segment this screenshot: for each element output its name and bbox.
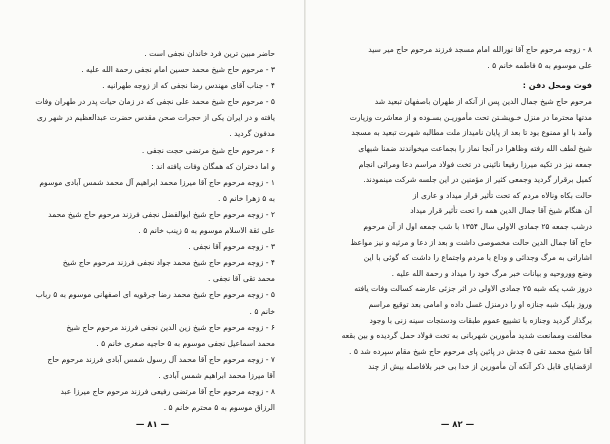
text-line: ۴ - جناب آقای مهندس رضا نجفی که از زوجه طهرانیه .: [102, 81, 275, 91]
section-heading: فوت ومحل دفن :: [522, 81, 592, 91]
text-line: مخالفت وممانعت شدید مأمورین شهربانی به تخت فولاد حمل گردیده و بین بقعه: [341, 331, 592, 341]
text-line: علی موسوم به ۵ فاطمه خانم ۵ .: [487, 61, 592, 71]
text-line: مدتها محترما در منزل خـویشـتن تحت مأموریـن بسـوده و از معاشرت وزیارت: [349, 112, 592, 122]
text-line: ۶ - مرحوم حاج شیخ مرتضی حجت نجفی .: [141, 145, 275, 155]
text-line: ۳ - زوجه مرحوم آقا نجفی .: [188, 242, 275, 252]
text-line: ۵ - زوجه مرحوم حاج شیخ محمد رضا جرقویه ای اصفهانی موسوم به ۵ رباب: [35, 290, 275, 300]
text-line: وروز بلیک شبه جنازه او را درمنزل غسل داده و امامی بعد توقیع مراسم: [368, 300, 592, 309]
text-line: علی ثقة الاسلام موسوم به ۵ زینب خانم ۵ .: [138, 226, 275, 236]
right-page: [305, 0, 610, 444]
text-line: جمعه نیز در تکیه میرزا رفیعا نائینی در تخت فولاد مراسم دعا ومراثی انجام: [358, 159, 592, 169]
text-line: آن هنگام شیخ آقا جمال الدین همه را تحت تأثیر قرار میداد: [410, 206, 592, 216]
text-line: آقا شیخ محمد تقی ۵ جدش در پائین پای مرحوم حاج شیخ مقام سپرده شد ۵ .: [349, 346, 592, 356]
text-line: ۸ - زوجه مرحوم حاج آقا مرتضی رفیعی فرزند مرحوم حاج میرزا عبد: [60, 386, 275, 396]
text-line: ۶ - زوجه مرحوم حاج شیخ زین الدین نجفی فرزند مرحوم حاج شیخ: [66, 322, 275, 332]
text-line: خانم ۵ .: [249, 306, 275, 316]
text-line: شیخ لطف الله رفته وظاهرا در آنجا نماز را بجماعت میخواندند ضمنا شبهای: [358, 144, 592, 154]
text-line: محمد تقی آقا نجفی .: [208, 274, 275, 284]
right-page-body: [331, 94, 592, 375]
text-line: برگذار گردید وجنازه با تشییع عموم طبقات ودستجات سینه زنی با وجود: [369, 315, 592, 325]
text-line: دروز شب یکه شبه ۲۵ جمادی الاولی در اثر جزئی عارضه کسالت وفات یافته: [354, 284, 592, 294]
text-line: حالت بکاه ونالاه مردم که تحت تأثیر قرار میداد و عاری از: [412, 190, 592, 200]
text-line: وضع ووروحیه و بیانات خبر مرگ خود را میداد و رحمة الله علیه .: [391, 268, 592, 278]
text-line: الرزاق موسوم به ۵ محترم خانم ۵ .: [163, 403, 275, 413]
page-number: — ۸۱ —: [135, 420, 170, 430]
text-line: وآمد با او ممنوع بود تا بعد از پایان نامیداز ملت مطالبه شهرت تبعید به مسجد: [351, 128, 592, 138]
text-line: یافته و در ایران یکی از حجرات صحن مقدس حضرت عبدالعظیم در شهر ری: [36, 113, 275, 123]
text-line: ۳ - مرحوم حاج شیخ محمد حسین امام نجفی رحمة الله علیه .: [81, 65, 275, 75]
text-line: آقا میرزا محمد ابراهیم شمس آبادی .: [158, 370, 275, 380]
text-line: به ۵ زهرا خانم ۵ .: [217, 193, 275, 203]
text-line: محمد اسماعیل نجفی موسوم به ۵ حاجیه صغری خانم ۵ .: [96, 338, 275, 348]
text-line: حاضر مبین ترین فرد خاندان نجفی است .: [144, 49, 275, 58]
text-line: و اما دختران که همگان وفات یافته اند :: [151, 161, 275, 171]
text-line: درشب جمعه ۲۵ جمادی الاولی سال ۱۳۵۴ با شب جمعه اول از آن مرحوم: [363, 222, 592, 232]
text-line: اشاراتی به مرگ وجدائی و وداع با مردم واجتماع را داشت که گوئی با این: [363, 253, 592, 263]
text-line: ۸ - زوجه مرحوم حاج آقا نورالله امام مسجد فرزند مرحوم حاج میر سید: [368, 45, 592, 54]
text-line: مدفون گردید .: [229, 129, 275, 139]
text-line: ۴ - زوجه مرحوم حاج شیخ محمد جواد نجفی فرزند مرحوم حاج شیخ: [62, 258, 275, 268]
text-line: ازقضایای قابل ذکر آنکه آن مأمورین از خدا بی خبر بلافاصله بیش از چند: [368, 362, 592, 372]
text-line: مرحوم حاج شیخ جمال الدین پس از آنکه از طهران باصفهان تبعید شد: [374, 97, 592, 107]
left-page-body: [18, 46, 275, 416]
text-line: کمیل برقرار گردید وجمعی کثیر از مؤمنین در این جلسه شرکت مینمودند.: [363, 175, 592, 185]
text-line: ۱ - زوجه مرحوم حاج آقا میرزا محمد ابراهیم آل محمد شمس آبادی موسوم: [39, 177, 275, 187]
text-line: ۵ - مرحوم حاج شیخ محمد علی نجفی که در زمان حیات پدر در طهران وفات: [35, 97, 275, 107]
text-line: حاج آقا جمال الدین حالت مخصوصی داشت و بعد از دعا و مرثیه و نیز مواعظ: [350, 237, 592, 247]
text-line: ۷ - زوجه مرحوم حاج آقا محمد آل رسول شمس آبادی فرزند مرحوم حاج: [47, 354, 275, 364]
text-line: ۲ - زوجه مرحوم حاج شیخ ابوالفضل نجفی فرزند مرحوم حاج شیخ محمد: [48, 209, 275, 219]
page-number: — ۸۲ —: [440, 420, 475, 430]
